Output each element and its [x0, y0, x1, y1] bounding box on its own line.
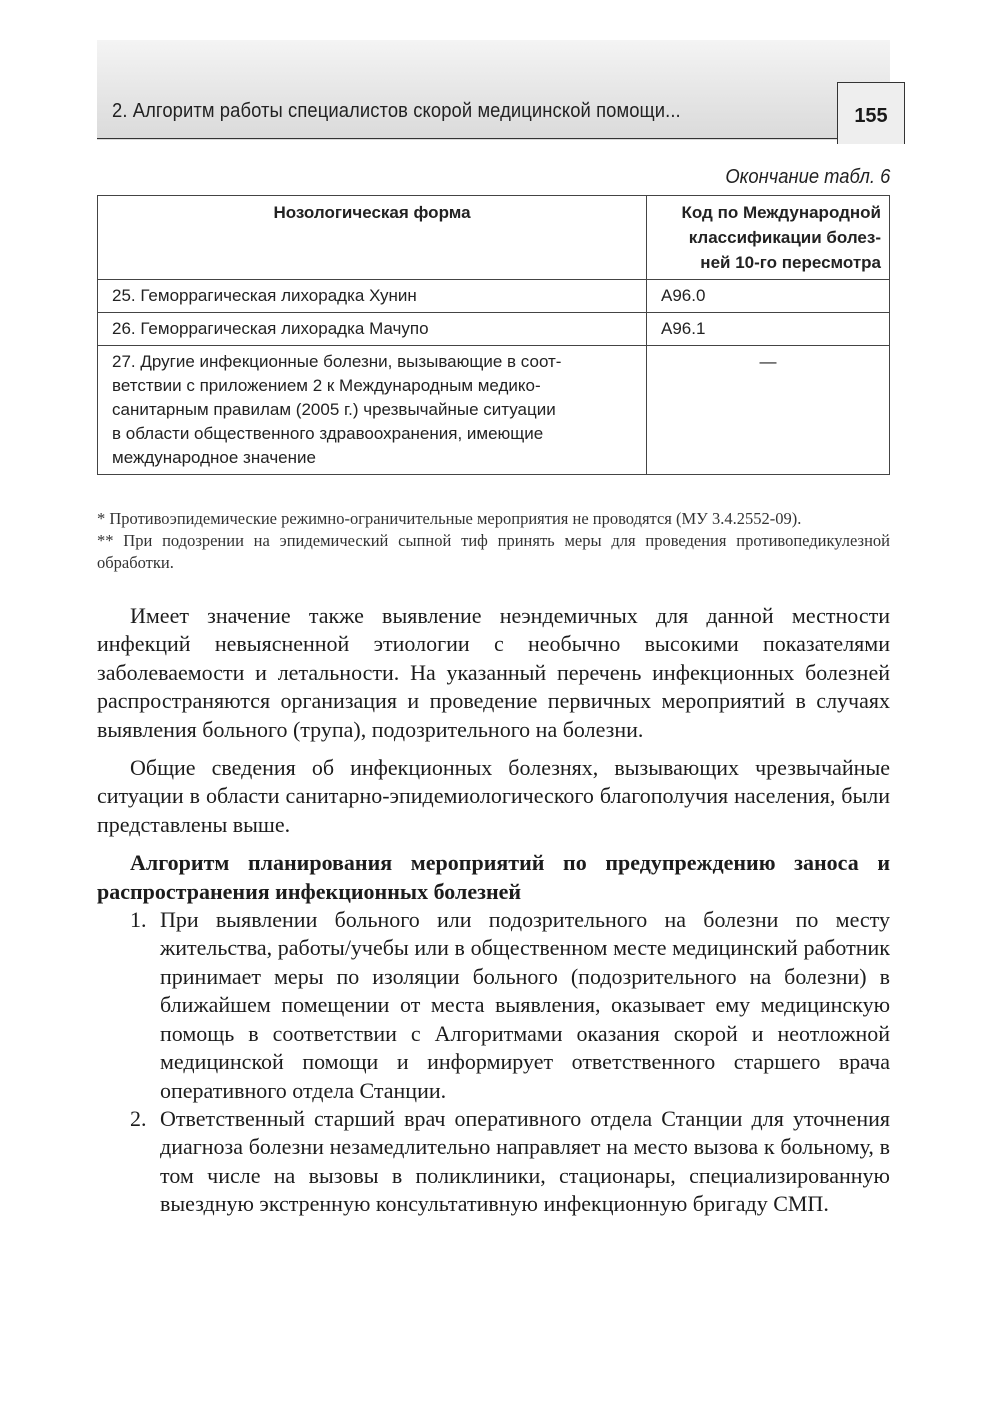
disease-name-line: санитарным правилам (2005 г.) чрезвычайные ситуации: [112, 400, 556, 419]
header-icd-code: [647, 196, 890, 280]
disease-name: 25. Геморрагическая лихорадка Хунин: [98, 280, 647, 313]
header-icd-line: Код по Международной: [681, 203, 881, 222]
running-header-title: 2. Алгоритм работы специалистов скорой медицинской помощи...: [112, 100, 681, 122]
disease-name-line: международное значение: [112, 448, 316, 467]
header-icd-line: классификации болез-: [688, 228, 881, 247]
disease-name: 26. Геморрагическая лихорадка Мачупо: [98, 313, 647, 346]
header-icd-line: ней 10-го пересмотра: [700, 253, 881, 272]
disease-table: [97, 195, 890, 475]
icd-code: —: [647, 346, 890, 475]
table-row: [98, 280, 890, 313]
running-header-band: [97, 40, 890, 140]
table-row: [98, 346, 890, 475]
paragraph: Общие сведения об инфекционных болезнях, вызывающих чрезвычайные ситуации в области санитарно-эпидемиологического благополучия населения, были представлены выше.: [97, 755, 890, 837]
table-caption: Окончание табл. 6: [725, 166, 890, 188]
icd-code: А96.1: [647, 313, 890, 346]
list-number: 1.: [130, 907, 147, 933]
page-number: 155: [837, 82, 905, 144]
list-item: [97, 1105, 890, 1219]
numbered-list: [97, 906, 890, 1218]
icd-code: А96.0: [647, 280, 890, 313]
list-item: [97, 906, 890, 1105]
disease-name: [98, 346, 647, 475]
disease-name-line: ветствии с приложением 2 к Международным медико-: [112, 376, 541, 395]
section-heading: Алгоритм планирования мероприятий по предупреждению заноса и распространения инфекционных болезней: [97, 850, 890, 904]
footnote: ** При подозрении на эпидемический сыпной тиф принять меры для проведения противопедикулезной обработки.: [97, 531, 890, 572]
body-text: [97, 602, 890, 1219]
header-nosological-form: Нозологическая форма: [98, 196, 647, 280]
list-number: 2.: [130, 1105, 147, 1131]
table-row: [98, 313, 890, 346]
table-header-row: [98, 196, 890, 280]
paragraph: Имеет значение также выявление неэндемичных для данной местности инфекций невыясненной этиологии с необычно высокими показателями заболеваемости и летальности. На указанный перечень инфекционных болезней распространяются организация и проведение первичных мероприятий в случаях выявления больного (трупа), подозрительного на болезни.: [97, 603, 890, 742]
list-item-text: При выявлении больного или подозрительного на болезни по месту жительства, работы/учебы или в общественном месте медицинский работник принимает меры по изоляции больного (подозрительного на болезни) в ближайшем помещении от места выявления, оказывает ему медицинскую помощь в соответствии с Алгоритмами оказания скорой и неотложной медицинской помощи и информирует ответственного старшего врача оперативного отдела Станции.: [160, 907, 890, 1103]
disease-name-line: 27. Другие инфекционные болезни, вызывающие в соот-: [112, 352, 562, 371]
footnote: * Противоэпидемические режимно-ограничительные мероприятия не проводятся (МУ 3.4.2552-09).: [97, 509, 802, 528]
disease-name-line: в области общественного здравоохранения, имеющие: [112, 424, 544, 443]
footnotes: [97, 508, 890, 574]
list-item-text: Ответственный старший врач оперативного отдела Станции для уточнения диагноза болезни незамедлительно направляет на место вызова к больному, в том числе на вызовы в поликлиники, стационары, специализированную выездную экстренную консультативную инфекционную бригаду СМП.: [160, 1105, 890, 1217]
header-rule: [97, 138, 837, 139]
